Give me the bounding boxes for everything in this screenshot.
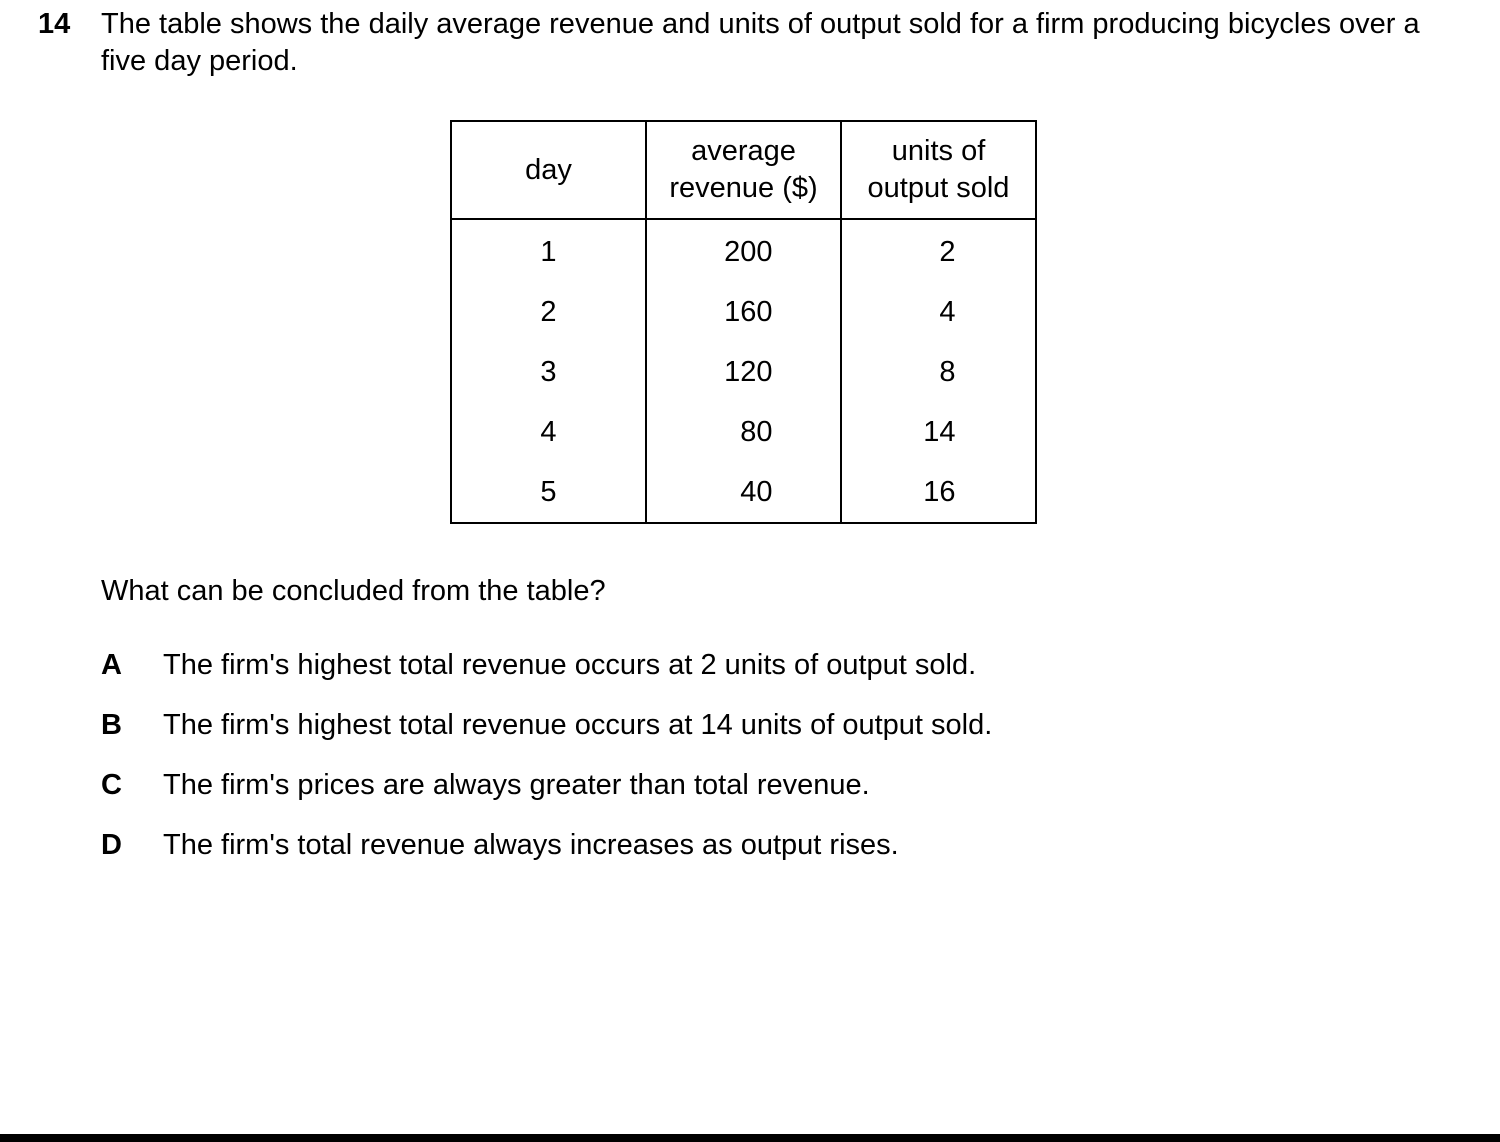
option-text: The firm's highest total revenue occurs at 14 units of output sold. <box>163 709 993 741</box>
cell-day: 4 <box>451 402 646 462</box>
cell-units: 14 <box>841 402 1036 462</box>
table-row <box>451 219 1036 282</box>
table-header-row <box>451 121 1036 219</box>
table-row <box>451 342 1036 402</box>
cell-revenue: 40 <box>646 462 841 523</box>
question-stem: The table shows the daily average revenue and units of output sold for a firm producing bicycles over a five day period. <box>101 8 1420 77</box>
cell-units: 2 <box>841 219 1036 282</box>
option-d[interactable] <box>101 827 992 887</box>
option-letter: D <box>101 829 122 861</box>
option-letter: C <box>101 769 122 801</box>
table-row <box>451 402 1036 462</box>
option-text: The firm's total revenue always increases as output rises. <box>163 829 899 861</box>
question-number: 14 <box>38 8 71 40</box>
cell-units: 16 <box>841 462 1036 523</box>
option-letter: B <box>101 709 122 741</box>
cell-units: 4 <box>841 282 1036 342</box>
option-a[interactable] <box>101 647 992 707</box>
answer-options <box>101 647 992 887</box>
cell-day: 5 <box>451 462 646 523</box>
cell-revenue: 120 <box>646 342 841 402</box>
table-row <box>451 462 1036 523</box>
cell-day: 2 <box>451 282 646 342</box>
header-day: day <box>451 121 646 219</box>
cell-units: 8 <box>841 342 1036 402</box>
data-table <box>450 120 1037 524</box>
table-row <box>451 282 1036 342</box>
option-text: The firm's highest total revenue occurs at 2 units of output sold. <box>163 649 977 681</box>
header-units-output-sold: units of output sold <box>841 121 1036 219</box>
option-letter: A <box>101 649 122 681</box>
cell-revenue: 80 <box>646 402 841 462</box>
cell-day: 3 <box>451 342 646 402</box>
cell-day: 1 <box>451 219 646 282</box>
question-prompt: What can be concluded from the table? <box>101 575 606 607</box>
header-average-revenue: average revenue ($) <box>646 121 841 219</box>
option-b[interactable] <box>101 707 992 767</box>
cell-revenue: 160 <box>646 282 841 342</box>
footer-bar <box>0 1134 1500 1142</box>
option-text: The firm's prices are always greater than total revenue. <box>163 769 870 801</box>
option-c[interactable] <box>101 767 992 827</box>
cell-revenue: 200 <box>646 219 841 282</box>
